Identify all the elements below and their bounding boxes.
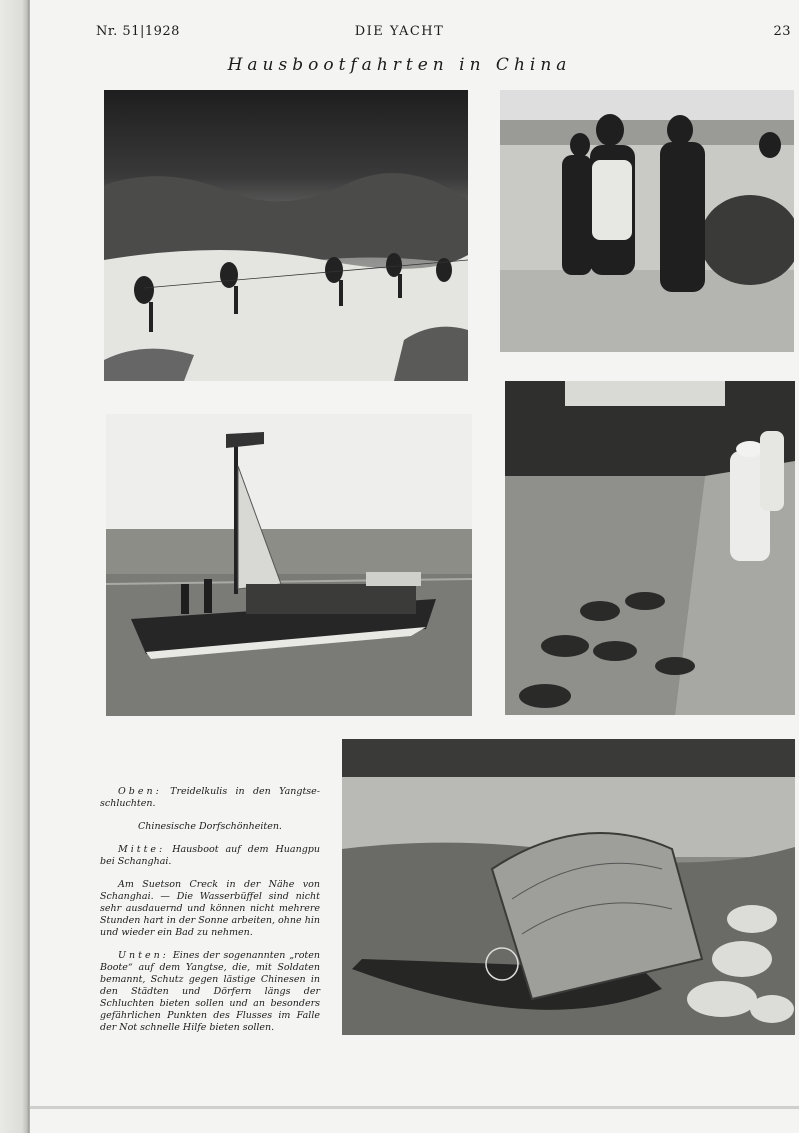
caption-top-second: Chinesische Dorfschönheiten. [138,821,282,832]
caption-bottom-label: Unten: [118,950,169,961]
caption-bottom-text: Eines der sogenannten „roten Boote“ auf dem Yangtse, die, mit Soldaten bemannt, Schutz gegen lästige Chinesen in den Städten und Dörfern längs der Schluchten bieten sollen und an besonders gefährlichen Punkten des Flusses im Falle der Not schnelle Hilfe bieten sollen. [100,950,320,1033]
page-binding-edge [0,0,30,1133]
photo-houseboat-huangpu [106,414,472,716]
page-bottom-edge [30,1106,799,1109]
magazine-name: DIE YACHT [354,24,445,39]
caption-middle-text: Hausboot auf dem Huangpu bei Schanghai. [100,844,320,867]
photo-red-boat-yangtse [342,739,795,1035]
caption-middle-second: Am Suetson Creck in der Nähe von Schanghai. — Die Wasserbüffel sind nicht sehr ausdauernd und können nicht mehrere Stunden hart in der Sonne arbeiten, ohne hin und wieder ein Bad zu nehmen. [100,879,320,938]
photo-water-buffaloes [505,381,795,715]
page-number: 23 [773,24,791,39]
issue-number: Nr. 51|1928 [96,24,180,39]
article-title: Hausbootfahrten in China [227,55,572,75]
caption-top-label: Oben: [118,786,162,797]
photo-captions [100,786,320,1045]
caption-top-text: Treidelkulis in den Yangtse-schluchten. [100,786,320,809]
photo-village-beauties [500,90,794,352]
caption-middle-label: Mitte: [118,844,166,855]
photo-tracking-coolies [104,90,468,381]
